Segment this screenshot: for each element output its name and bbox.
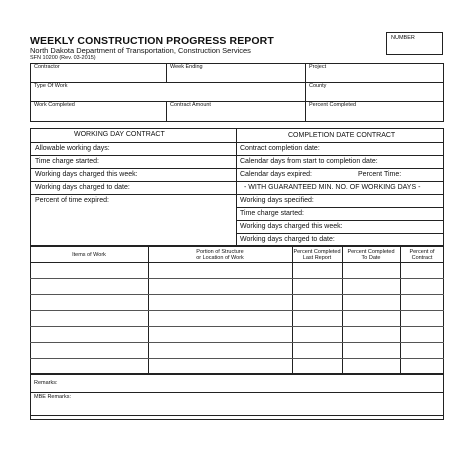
department-name: North Dakota Department of Transportation, Construction Services	[30, 46, 251, 55]
week-ending-field[interactable]: Week Ending	[170, 64, 203, 70]
contractor-field[interactable]: Contractor	[34, 64, 60, 70]
info-grid	[30, 63, 444, 122]
col-percent-to-date: Percent Completed To Date	[347, 249, 395, 261]
working-days-week-left[interactable]: Working days charged this week:	[35, 171, 138, 178]
mbe-remarks-field[interactable]	[30, 392, 444, 420]
number-field[interactable]	[386, 32, 443, 55]
contract-completion-date[interactable]: Contract completion date:	[240, 145, 320, 152]
calendar-days-start[interactable]: Calendar days from start to completion date:	[240, 158, 378, 165]
col-items-of-work: Items of Work	[72, 252, 106, 258]
allowable-working-days[interactable]: Allowable working days:	[35, 145, 110, 152]
project-field[interactable]: Project	[309, 64, 327, 70]
working-days-week-right[interactable]: Working days charged this week:	[240, 223, 343, 230]
working-days-date-left[interactable]: Working days charged to date:	[35, 184, 130, 191]
table-row[interactable]	[30, 326, 444, 327]
time-charge-started-right[interactable]: Time charge started:	[240, 210, 304, 217]
table-row[interactable]	[30, 358, 444, 359]
type-of-work-field[interactable]: Type Of Work	[34, 83, 68, 89]
mbe-remarks-label: MBE Remarks:	[34, 394, 71, 400]
col-portion-location: Portion of Structure or Location of Work	[196, 249, 244, 261]
percent-time[interactable]: Percent Time:	[358, 171, 402, 178]
table-row[interactable]	[30, 278, 444, 279]
working-days-date-right[interactable]: Working days charged to date:	[240, 236, 335, 243]
number-label: NUMBER	[391, 35, 415, 41]
calendar-days-expired[interactable]: Calendar days expired:	[240, 171, 312, 178]
working-day-heading: WORKING DAY CONTRACT	[74, 131, 165, 138]
col-percent-last-report: Percent Completed Last Report	[293, 249, 341, 261]
work-completed-field[interactable]: Work Completed	[34, 102, 75, 108]
table-row[interactable]	[30, 310, 444, 311]
working-days-specified[interactable]: Working days specified:	[240, 197, 314, 204]
percent-time-expired[interactable]: Percent of time expired:	[35, 197, 109, 204]
county-field[interactable]: County	[309, 83, 327, 89]
table-row[interactable]	[30, 294, 444, 295]
percent-completed-field[interactable]: Percent Completed	[309, 102, 357, 108]
table-row[interactable]	[30, 342, 444, 343]
col-percent-contract: Percent of Contract	[409, 249, 435, 261]
completion-date-heading: COMPLETION DATE CONTRACT	[288, 132, 396, 139]
time-charge-started-left[interactable]: Time charge started:	[35, 158, 99, 165]
form-id: SFN 10200 (Rev. 03-2015)	[30, 55, 96, 61]
guaranteed-min-days-note: - WITH GUARANTEED MIN. NO. OF WORKING DAYS -	[244, 184, 421, 191]
remarks-label: Remarks:	[34, 380, 58, 386]
contract-amount-field[interactable]: Contract Amount	[170, 102, 211, 108]
report-title: WEEKLY CONSTRUCTION PROGRESS REPORT	[30, 35, 274, 47]
